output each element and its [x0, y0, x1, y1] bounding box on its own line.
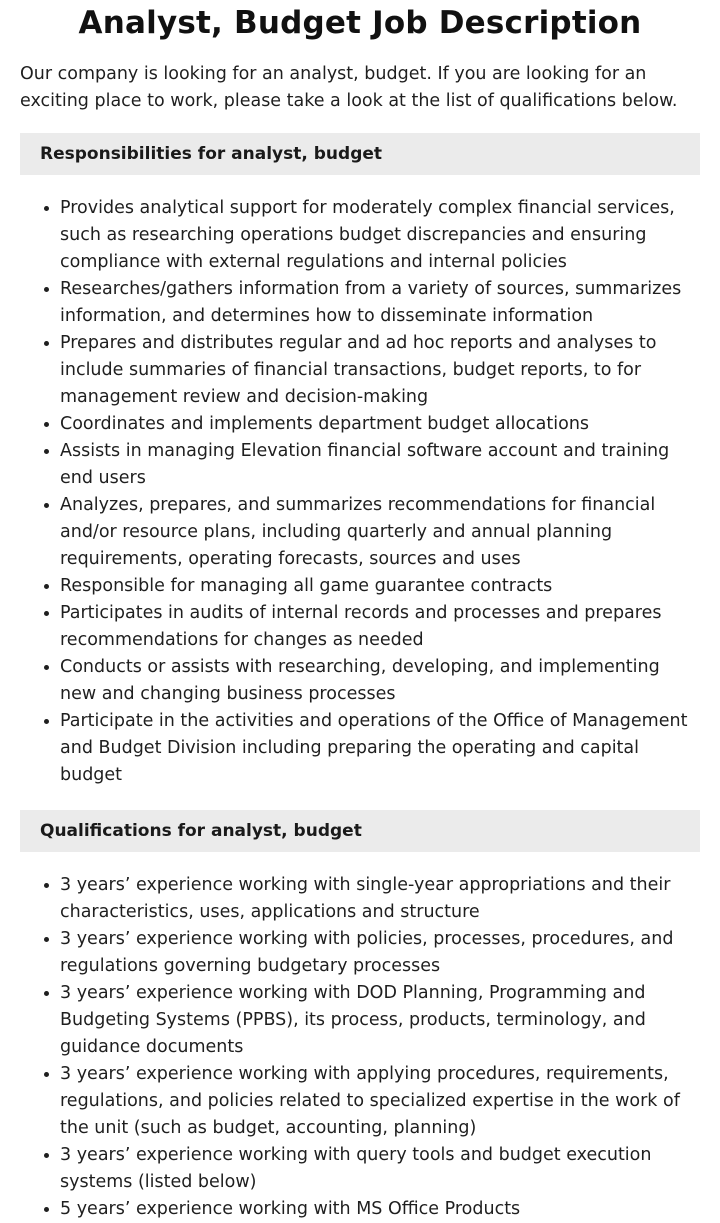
qualifications-heading: Qualifications for analyst, budget — [20, 810, 700, 852]
page-title: Analyst, Budget Job Description — [78, 5, 642, 41]
list-item: • Analyzes, prepares, and summarizes recommendations for financial and/or resource plans, including quarterly and annual planning requirements, operating forecasts, sources and uses — [60, 492, 700, 573]
list-item: • 5 years’ experience working with MS Office Products — [60, 1196, 700, 1223]
intro-paragraph: Our company is looking for an analyst, budget. If you are looking for an exciting place to work, please take a look at the list of qualifications below. — [20, 64, 678, 111]
list-item: • Prepares and distributes regular and ad hoc reports and analyses to include summaries of financial transactions, budget reports, to for management review and decision-making — [60, 330, 700, 411]
list-item: • Coordinates and implements department budget allocations — [60, 411, 700, 438]
list-item: • 3 years’ experience working with single-year appropriations and their characteristics, uses, applications and structure — [60, 872, 700, 926]
list-item: • 3 years’ experience working with DOD Planning, Programming and Budgeting Systems (PPBS), its process, products, terminology, and guidance documents — [60, 980, 700, 1061]
list-item: • Researches/gathers information from a variety of sources, summarizes information, and determines how to disseminate information — [60, 276, 700, 330]
list-item: • Assists in managing Elevation financial software account and training end users — [60, 438, 700, 492]
list-item: • 3 years’ experience working with query tools and budget execution systems (listed below) — [60, 1142, 700, 1196]
list-item: • Responsible for managing all game guarantee contracts — [60, 573, 700, 600]
list-item: • Participates in audits of internal records and processes and prepares recommendations for changes as needed — [60, 600, 700, 654]
qualifications-list — [20, 872, 700, 1223]
list-item: • 3 years’ experience working with policies, processes, procedures, and regulations governing budgetary processes — [60, 926, 700, 980]
list-item: • Provides analytical support for moderately complex financial services, such as researching operations budget discrepancies and ensuring compliance with external regulations and internal policies — [60, 195, 700, 276]
list-item: • Participate in the activities and operations of the Office of Management and Budget Division including preparing the operating and capital budget — [60, 708, 700, 789]
responsibilities-list — [20, 195, 700, 789]
list-item: • 3 years’ experience working with applying procedures, requirements, regulations, and policies related to specialized expertise in the work of the unit (such as budget, accounting, planning) — [60, 1061, 700, 1142]
responsibilities-heading: Responsibilities for analyst, budget — [20, 133, 700, 175]
list-item: • Conducts or assists with researching, developing, and implementing new and changing business processes — [60, 654, 700, 708]
